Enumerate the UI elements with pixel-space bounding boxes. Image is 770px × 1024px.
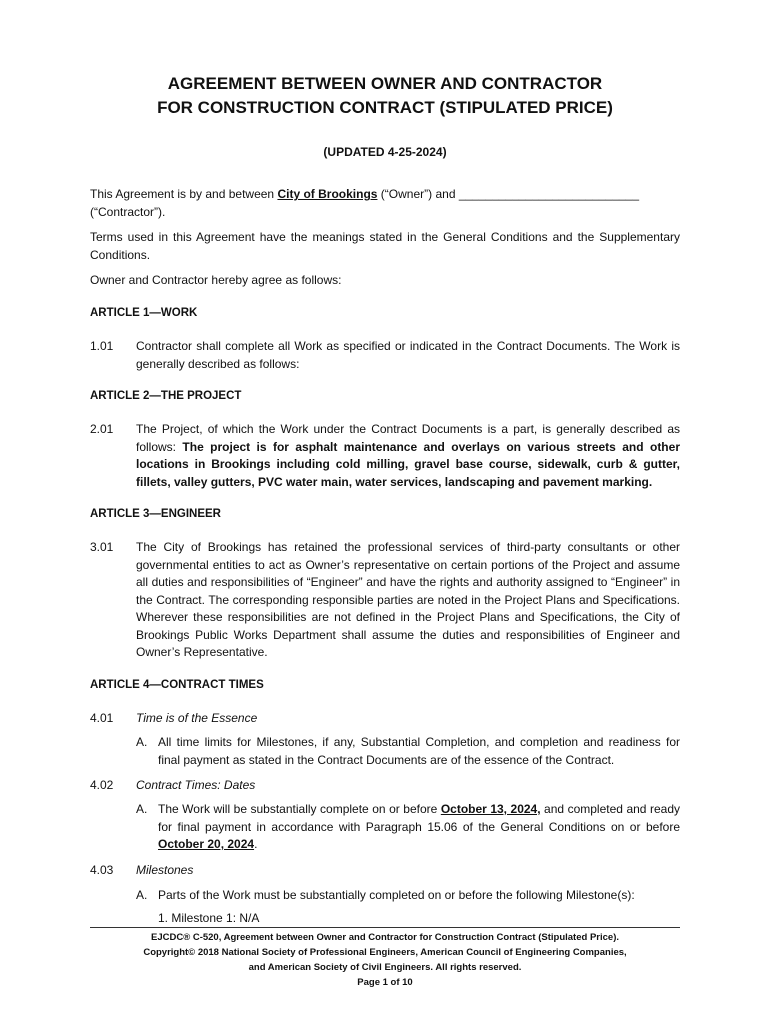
paragraph-number-2-01: 2.01 — [90, 422, 114, 436]
paragraph-2-01 — [136, 421, 680, 491]
paragraph-4-02-a-end: . — [254, 837, 258, 851]
project-description: The project is for asphalt maintenance and overlays on various streets and other locations in Brookings including cold milling, gravel base course, sidewalk, curb & gutter, fillets, valley gutters, PVC water main, water services, landscaping and pavement marking. — [136, 439, 680, 489]
paragraph-2-01-text: The Project, of which the Work under the Contract Documents is a part, is generally described as follows: — [136, 422, 680, 454]
paragraph-4-03-title: Milestones — [136, 863, 194, 877]
milestone-1: 1. Milestone 1: N/A — [158, 911, 260, 925]
intro-line2: (“Contractor”). — [90, 204, 166, 219]
page-number: Page 1 of 10 — [357, 977, 413, 988]
paragraph-4-01-a-letter: A. — [136, 735, 148, 749]
article-1-heading: ARTICLE 1—WORK — [90, 307, 198, 319]
footer — [90, 930, 680, 990]
article-4-heading: ARTICLE 4—CONTRACT TIMES — [90, 679, 264, 691]
paragraph-4-02-a-pre: The Work will be substantially complete on or before — [158, 802, 441, 816]
paragraph-number-4-03: 4.03 — [90, 863, 114, 877]
paragraph-1-01: Contractor shall complete all Work as specified or indicated in the Contract Documents. The Work is generally described as follows: — [136, 339, 680, 371]
document-title-line2: FOR CONSTRUCTION CONTRACT (STIPULATED PRICE) — [157, 98, 613, 117]
footer-line3: and American Society of Civil Engineers. All rights reserved. — [248, 962, 522, 973]
intro-middle: (“Owner”) and ___________________________ — [377, 187, 640, 201]
paragraph-number-4-01: 4.01 — [90, 711, 114, 725]
paragraph-4-03-a: Parts of the Work must be substantially completed on or before the following Milestone(s): — [158, 888, 635, 902]
paragraph-4-02-a-letter: A. — [136, 802, 148, 816]
footer-line2: Copyright© 2018 National Society of Professional Engineers, American Council of Engineering Companies, — [143, 947, 627, 958]
paragraph-4-02-title: Contract Times: Dates — [136, 778, 256, 792]
paragraph-4-01-title: Time is of the Essence — [136, 711, 258, 725]
final-payment-date: October 20, 2024 — [158, 837, 255, 851]
paragraph-3-01: The City of Brookings has retained the professional services of third-party consultants or other governmental entities to act as Owner’s representative on certain portions of the Project and assume all duties and responsibilities of “Engineer” and have the rights and authority assigned to “Engineer” in the Contract. The corresponding responsible parties are noted in the Project Plans and Specifications. Wherever these responsibilities are not defined in the Project Plans and Specifications, the City of Brookings Public Works Department shall assume the duties and responsibilities of Engineer and Owner’s Representative. — [136, 540, 680, 659]
paragraph-number-3-01: 3.01 — [90, 540, 114, 554]
intro-paragraph — [90, 186, 680, 221]
agree-paragraph: Owner and Contractor hereby agree as follows: — [90, 273, 342, 287]
paragraph-4-01-a: All time limits for Milestones, if any, Substantial Completion, and completion and readiness for final payment as stated in the Contract Documents are of the essence of the Contract. — [158, 735, 680, 767]
paragraph-4-02-a-mid: and completed and ready for final payment in accordance with Paragraph 15.06 of the General Conditions on or before — [158, 802, 681, 834]
intro-prefix: This Agreement is by and between — [90, 187, 278, 201]
article-2-heading: ARTICLE 2—THE PROJECT — [90, 390, 242, 402]
paragraph-number-4-02: 4.02 — [90, 778, 114, 792]
paragraph-4-03-a-letter: A. — [136, 888, 148, 902]
owner-name: City of Brookings — [277, 187, 378, 201]
updated-date: (UPDATED 4-25-2024) — [323, 145, 447, 159]
substantial-completion-date: October 13, 2024, — [440, 802, 541, 816]
paragraph-number-1-01: 1.01 — [90, 339, 114, 353]
document-title-line1: AGREEMENT BETWEEN OWNER AND CONTRACTOR — [167, 74, 603, 93]
paragraph-4-02-a — [158, 801, 680, 854]
terms-paragraph: Terms used in this Agreement have the meanings stated in the General Conditions and the Supplementary Conditions. — [90, 230, 680, 262]
footer-line1: EJCDC® C-520, Agreement between Owner and Contractor for Construction Contract (Stipulated Price). — [151, 932, 619, 943]
article-3-heading: ARTICLE 3—ENGINEER — [90, 508, 221, 520]
footer-divider — [90, 927, 680, 928]
